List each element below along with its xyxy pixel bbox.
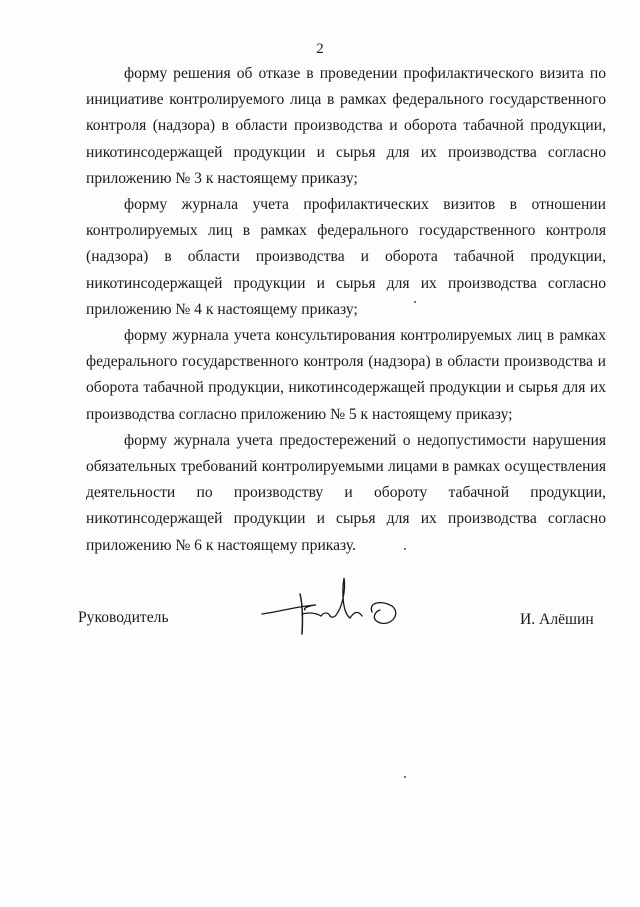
signature-block	[0, 572, 640, 642]
paragraph-form-warnings-journal: форму журнала учета предостережений о недопустимости нарушения обязательных требований контролируемыми лицами в рамках осуществления деятельности по производству и обороту табачной продукции, никотинсодержащей продукции и сырья для их производства согласно приложению № 6 к настоящему приказу.	[86, 431, 606, 554]
paragraph-form-refusal-visit: форму решения об отказе в проведении профилактического визита по инициативе контролируемого лица в рамках федерального государственного контроля (надзора) в области производства и оборота табачной продукции, никотинсодержащей продукции и сырья для их производства согласно приложению № 3 к настоящему приказу;	[86, 65, 606, 187]
paragraph-form-consulting-journal: форму журнала учета консультирования контролируемых лиц в рамках федерального государственного контроля (надзора) в области производства и оборота табачной продукции, никотинсодержащей продукции и сырья для их производства согласно приложению № 5 к настоящему приказу;	[86, 327, 606, 423]
handwritten-signature	[258, 572, 418, 642]
signatory-title: Руководитель	[78, 609, 169, 626]
paragraph-form-visits-journal: форму журнала учета профилактических визитов в отношении контролируемых лиц в рамках федерального государственного контроля (надзора) в области производства и оборота табачной продукции, никотинсодержащей продукции и сырья для их производства согласно приложению № 4 к настоящему приказу;	[86, 196, 606, 318]
signatory-name: И. Алёшин	[520, 611, 594, 628]
document-body	[86, 61, 606, 559]
scan-speck	[404, 548, 406, 550]
scan-speck	[404, 776, 406, 778]
page-number: 2	[316, 41, 324, 57]
scan-speck	[414, 301, 416, 303]
